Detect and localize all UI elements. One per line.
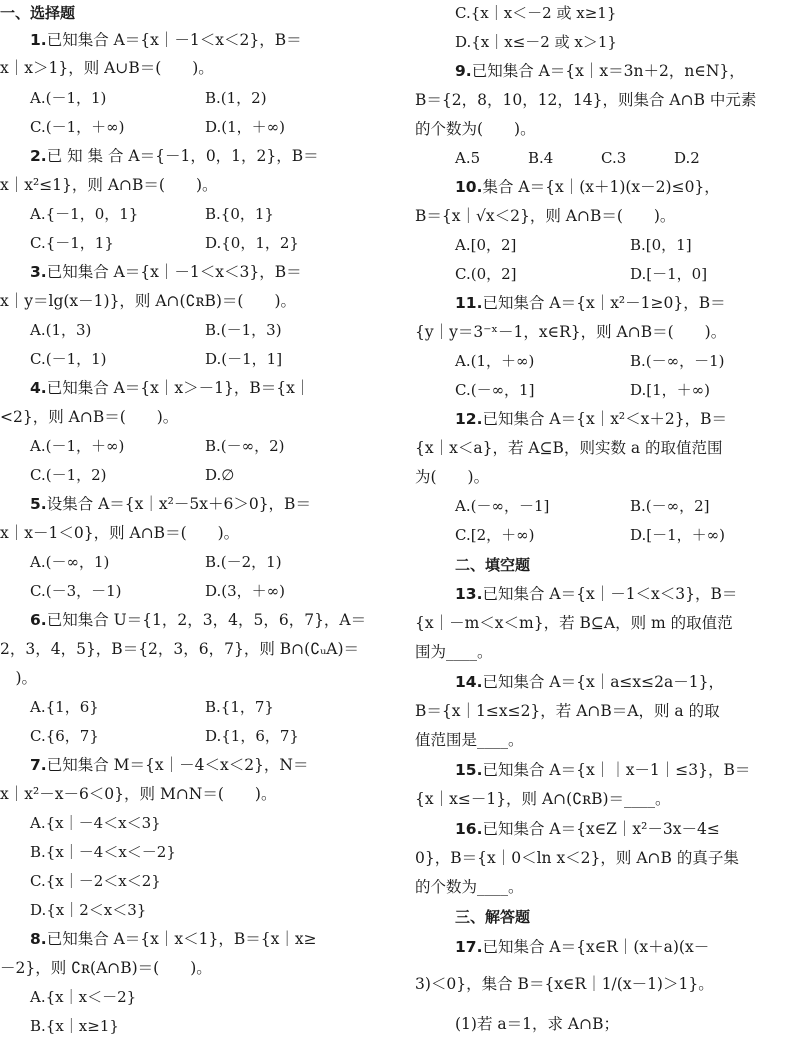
question-text: 已知集合 A＝{x｜－1＜x＜2}，B＝ bbox=[46, 31, 302, 49]
question-3-line-1 bbox=[30, 262, 302, 282]
question-15-line-2: {x｜x≤－1}，则 A∩(∁ʀB)＝____。 bbox=[415, 790, 671, 808]
question-17-line-2: 3)＜0}，集合 B＝{x∈R｜1/(x－1)＞1}。 bbox=[415, 975, 714, 993]
question-9-line-3: 的个数为( )。 bbox=[415, 120, 536, 138]
choice-b: B.[0，1] bbox=[630, 236, 692, 254]
choice-b: B.(1，2) bbox=[205, 89, 267, 107]
choice-b: B.(－∞，2] bbox=[630, 497, 710, 515]
question-8-line-1 bbox=[30, 929, 317, 949]
choice-b: B.(－∞，－1) bbox=[630, 352, 725, 370]
choice-b: B.{1，7} bbox=[205, 698, 274, 716]
question-number: 5. bbox=[30, 495, 47, 513]
question-4-line-2: <2}，则 A∩B＝( )。 bbox=[0, 408, 179, 426]
question-16-line-3: 的个数为____。 bbox=[415, 878, 524, 896]
question-15-line-1 bbox=[455, 760, 750, 780]
question-14-line-2: B＝{x｜1≤x≤2}，若 A∩B＝A，则 a 的取 bbox=[415, 702, 720, 720]
choice-c: C.(－1，＋∞) bbox=[30, 118, 125, 136]
choice-c: C.{x｜－2＜x＜2} bbox=[30, 872, 161, 890]
choice-c: C.(－1，2) bbox=[30, 466, 107, 484]
choice-a: A.(1，3) bbox=[30, 321, 92, 339]
question-number: 1. bbox=[30, 31, 47, 49]
question-7-line-1 bbox=[30, 755, 308, 775]
choice-a: A.{x｜－4＜x＜3} bbox=[30, 814, 161, 832]
question-12-line-3: 为( )。 bbox=[415, 468, 490, 486]
choice-d: D.{1，6，7} bbox=[205, 727, 299, 745]
choice-d: D.∅ bbox=[205, 466, 235, 484]
choice-c: C.(－1，1) bbox=[30, 350, 107, 368]
question-number: 14. bbox=[455, 673, 483, 691]
choice-b: B.{0，1} bbox=[205, 205, 274, 223]
question-2-line-2: x｜x²≤1}，则 A∩B＝( )。 bbox=[0, 176, 218, 194]
question-4-line-1 bbox=[30, 378, 310, 398]
choice-d: D.{x｜2＜x＜3} bbox=[30, 901, 147, 919]
choice-a: A.5 bbox=[455, 149, 481, 167]
question-3-line-2: x｜y＝lg(x－1)}，则 A∩(∁ʀB)＝( )。 bbox=[0, 292, 296, 310]
choice-d: D.[－1，＋∞) bbox=[630, 526, 726, 544]
question-13-line-2: {x｜－m＜x＜m}，若 B⊆A，则 m 的取值范 bbox=[415, 614, 733, 632]
question-10-line-1 bbox=[455, 177, 720, 197]
question-text: 已知集合 A＝{x｜－1＜x＜3}，B＝ bbox=[46, 263, 302, 281]
question-text: 已 知 集 合 A＝{－1，0，1，2}，B＝ bbox=[46, 147, 319, 165]
question-text: 已知集合 A＝{x｜x＜1}，B＝{x｜x≥ bbox=[46, 930, 317, 948]
choice-a: A.[0，2] bbox=[455, 236, 517, 254]
choice-d: D.(1，＋∞) bbox=[205, 118, 286, 136]
question-5-line-2: x｜x－1＜0}，则 A∩B＝( )。 bbox=[0, 524, 240, 542]
choice-b: B.{x｜－4＜x＜－2} bbox=[30, 843, 176, 861]
question-text: 已知集合 A＝{x｜x＞－1}，B＝{x｜ bbox=[46, 379, 311, 397]
question-number: 17. bbox=[455, 938, 483, 956]
choice-d: D.2 bbox=[674, 149, 700, 167]
question-number: 12. bbox=[455, 410, 483, 428]
question-2-line-1 bbox=[30, 146, 319, 166]
choice-a: A.{x｜x＜－2} bbox=[30, 988, 137, 1006]
question-number: 7. bbox=[30, 756, 47, 774]
choice-d: D.(－1，1] bbox=[205, 350, 283, 368]
question-8-line-2: －2}，则 ∁ʀ(A∩B)＝( )。 bbox=[0, 959, 212, 977]
choice-d: D.{0，1，2} bbox=[205, 234, 299, 252]
question-number: 11. bbox=[455, 294, 483, 312]
section-heading-fill: 二、填空题 bbox=[455, 556, 531, 574]
section-heading-answer: 三、解答题 bbox=[455, 908, 531, 926]
choice-a: A.(－1，＋∞) bbox=[30, 437, 125, 455]
question-text: 已知集合 A＝{x｜x＝3n＋2，n∈N}， bbox=[471, 62, 745, 80]
question-17-line-1 bbox=[455, 937, 709, 957]
choice-d: D.[－1，0] bbox=[630, 265, 708, 283]
choice-d: D.{x｜x≤－2 或 x＞1} bbox=[455, 33, 617, 51]
question-13-line-1 bbox=[455, 584, 737, 604]
question-6-line-1 bbox=[30, 610, 366, 630]
question-text: 已知集合 A＝{x｜x²－1≥0}，B＝ bbox=[482, 294, 726, 312]
question-1-line-2: x｜x＞1}，则 A∪B＝( )。 bbox=[0, 59, 214, 77]
choice-c: C.{6，7} bbox=[30, 727, 99, 745]
question-13-line-3: 围为____。 bbox=[415, 643, 493, 661]
choice-a: A.(－∞，1) bbox=[30, 553, 110, 571]
question-number: 10. bbox=[455, 178, 483, 196]
question-number: 3. bbox=[30, 263, 47, 281]
question-12-line-2: {x｜x＜a}，若 A⊆B，则实数 a 的取值范围 bbox=[415, 439, 723, 457]
choice-c: C.{x｜x＜－2 或 x≥1} bbox=[455, 4, 617, 22]
question-9-line-2: B＝{2，8，10，12，14}，则集合 A∩B 中元素 bbox=[415, 91, 757, 109]
choice-a: A.(－1，1) bbox=[30, 89, 107, 107]
question-text: 已知集合 A＝{x｜｜x－1｜≤3}，B＝ bbox=[482, 761, 751, 779]
question-16-line-1 bbox=[455, 819, 720, 839]
choice-c: C.(0，2] bbox=[455, 265, 517, 283]
choice-c: C.(－∞，1] bbox=[455, 381, 535, 399]
question-number: 4. bbox=[30, 379, 47, 397]
choice-a: A.{1，6} bbox=[30, 698, 99, 716]
question-1-line-1 bbox=[30, 30, 302, 50]
choice-a: A.(－∞，－1] bbox=[455, 497, 550, 515]
choice-b: B.4 bbox=[528, 149, 554, 167]
question-12-line-1 bbox=[455, 409, 727, 429]
question-6-line-3: )。 bbox=[0, 669, 38, 687]
question-number: 6. bbox=[30, 611, 47, 629]
question-7-line-2: x｜x²－x－6＜0}，则 M∩N＝( )。 bbox=[0, 785, 277, 803]
question-14-line-1 bbox=[455, 672, 724, 692]
question-number: 13. bbox=[455, 585, 483, 603]
choice-c: C.[2，＋∞) bbox=[455, 526, 535, 544]
question-text: 已知集合 A＝{x｜－1＜x＜3}，B＝ bbox=[482, 585, 738, 603]
question-6-line-2: 2，3，4，5}，B＝{2，3，6，7}，则 B∩(∁ᵤA)＝ bbox=[0, 640, 360, 658]
question-11-line-1 bbox=[455, 293, 726, 313]
question-text: 已知集合 M＝{x｜－4＜x＜2}，N＝ bbox=[46, 756, 309, 774]
choice-a: A.{－1，0，1} bbox=[30, 205, 139, 223]
question-9-line-1 bbox=[455, 61, 745, 81]
question-text: 已知集合 A＝{x｜x²＜x＋2}，B＝ bbox=[482, 410, 728, 428]
choice-c: C.{－1，1} bbox=[30, 234, 114, 252]
question-number: 16. bbox=[455, 820, 483, 838]
question-17-part-1: (1)若 a＝1，求 A∩B； bbox=[455, 1015, 619, 1033]
question-16-line-2: 0}，B＝{x｜0＜ln x＜2}，则 A∩B 的真子集 bbox=[415, 849, 739, 867]
choice-d: D.(3，＋∞) bbox=[205, 582, 286, 600]
question-11-line-2: {y｜y＝3⁻ˣ－1，x∈R}，则 A∩B＝( )。 bbox=[415, 323, 727, 341]
choice-b: B.(－1，3) bbox=[205, 321, 282, 339]
question-text: 已知集合 A＝{x｜a≤x≤2a－1}， bbox=[482, 673, 724, 691]
question-text: 已知集合 A＝{x∈Z｜x²－3x－4≤ bbox=[482, 820, 720, 838]
question-5-line-1 bbox=[30, 494, 311, 514]
question-14-line-3: 值范围是____。 bbox=[415, 731, 524, 749]
section-heading-choice: 一、选择题 bbox=[0, 4, 76, 22]
question-10-line-2: B＝{x｜√x＜2}，则 A∩B＝( )。 bbox=[415, 207, 676, 225]
question-text: 集合 A＝{x｜(x＋1)(x－2)≤0}， bbox=[482, 178, 720, 196]
choice-d: D.[1，＋∞) bbox=[630, 381, 711, 399]
question-number: 9. bbox=[455, 62, 472, 80]
choice-b: B.{x｜x≥1} bbox=[30, 1017, 119, 1035]
question-number: 15. bbox=[455, 761, 483, 779]
question-text: 已知集合 U＝{1，2，3，4，5，6，7}，A＝ bbox=[46, 611, 367, 629]
choice-a: A.(1，＋∞) bbox=[455, 352, 535, 370]
choice-c: C.3 bbox=[601, 149, 627, 167]
choice-c: C.(－3，－1) bbox=[30, 582, 122, 600]
question-text: 已知集合 A＝{x∈R｜(x＋a)(x－ bbox=[482, 938, 710, 956]
question-text: 设集合 A＝{x｜x²－5x＋6＞0}，B＝ bbox=[46, 495, 311, 513]
choice-b: B.(－∞，2) bbox=[205, 437, 285, 455]
question-number: 8. bbox=[30, 930, 47, 948]
choice-b: B.(－2，1) bbox=[205, 553, 282, 571]
question-number: 2. bbox=[30, 147, 47, 165]
